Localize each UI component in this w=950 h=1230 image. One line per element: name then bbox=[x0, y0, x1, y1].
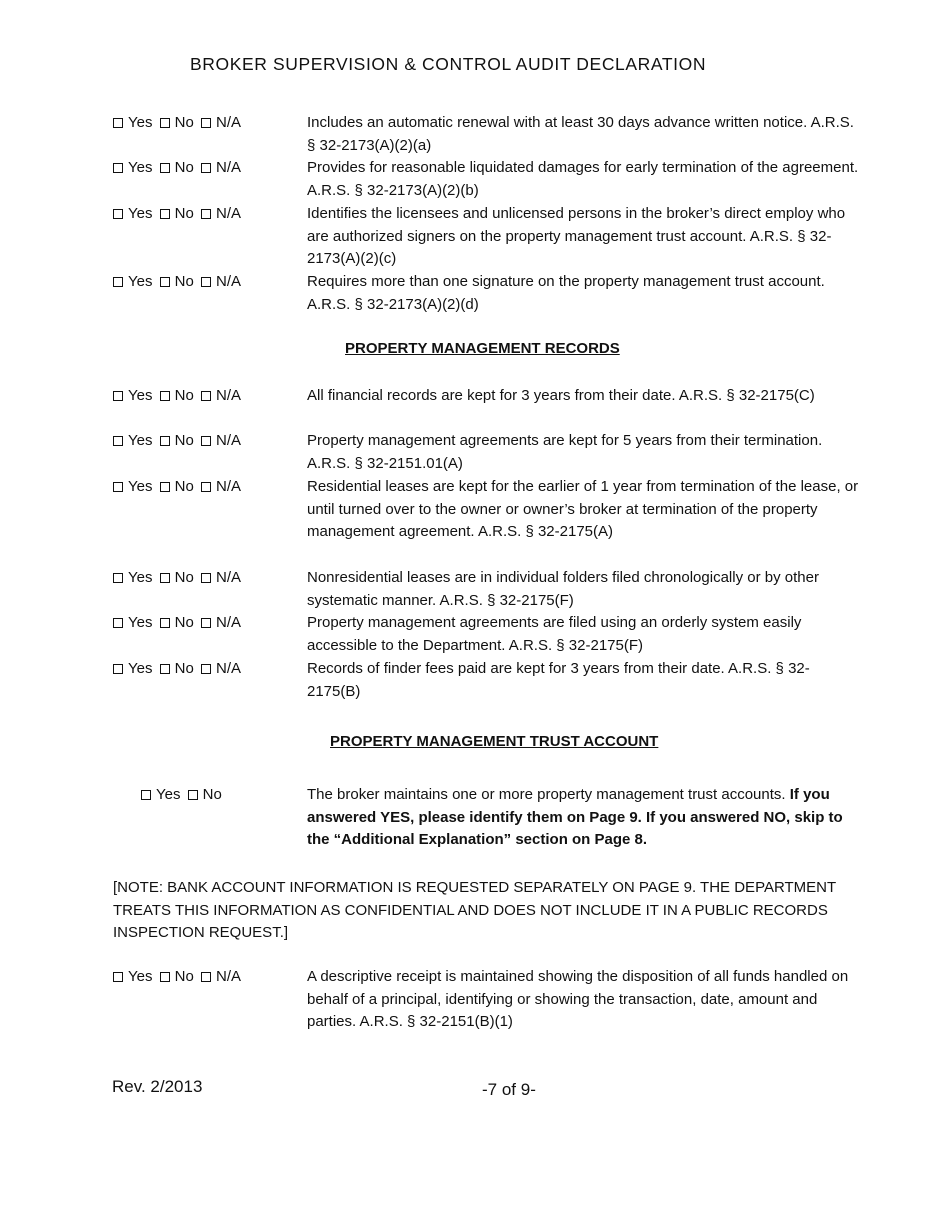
na-label: N/A bbox=[216, 614, 242, 631]
na-option[interactable] bbox=[201, 432, 241, 449]
answer-options bbox=[113, 385, 244, 408]
na-option[interactable] bbox=[201, 968, 241, 985]
question-text: Residential leases are kept for the earlier of 1 year from termination of the lease, or until turned over to the owner or owner’s broker at termination of the property management agreement. A.R.S. § 32-2175(A) bbox=[307, 478, 859, 541]
checkbox-icon[interactable] bbox=[160, 618, 170, 628]
yes-label: Yes bbox=[128, 114, 153, 131]
yes-option[interactable] bbox=[113, 273, 152, 290]
checkbox-icon[interactable] bbox=[113, 972, 123, 982]
no-option[interactable] bbox=[160, 968, 194, 985]
answer-options bbox=[113, 112, 244, 135]
checkbox-icon[interactable] bbox=[160, 482, 170, 492]
yes-option[interactable] bbox=[113, 569, 152, 586]
answer-options bbox=[113, 271, 244, 294]
na-option[interactable] bbox=[201, 569, 241, 586]
checkbox-icon[interactable] bbox=[160, 573, 170, 583]
yes-label: Yes bbox=[128, 273, 153, 290]
no-label: No bbox=[174, 569, 194, 586]
checkbox-icon[interactable] bbox=[160, 209, 170, 219]
checkbox-icon[interactable] bbox=[113, 618, 123, 628]
checkbox-icon[interactable] bbox=[201, 482, 211, 492]
na-option[interactable] bbox=[201, 387, 241, 404]
trust-account-question: The broker maintains one or more property management trust accounts. bbox=[307, 786, 786, 803]
answer-options bbox=[141, 784, 225, 807]
checkbox-icon[interactable] bbox=[201, 209, 211, 219]
no-label: No bbox=[174, 968, 194, 985]
yes-label: Yes bbox=[128, 569, 153, 586]
no-label: No bbox=[174, 387, 194, 404]
checkbox-icon[interactable] bbox=[188, 790, 198, 800]
checkbox-icon[interactable] bbox=[160, 163, 170, 173]
no-label: No bbox=[174, 159, 194, 176]
checkbox-icon[interactable] bbox=[113, 277, 123, 287]
no-label: No bbox=[174, 478, 194, 495]
answer-options bbox=[113, 430, 244, 453]
no-option[interactable] bbox=[160, 614, 194, 631]
question-text: Includes an automatic renewal with at least 30 days advance written notice. A.R.S. § 32-2173(A)(2)(a) bbox=[307, 114, 854, 154]
question-text: Provides for reasonable liquidated damages for early termination of the agreement. A.R.S. § 32-2173(A)(2)(b) bbox=[307, 159, 859, 199]
checkbox-icon[interactable] bbox=[201, 118, 211, 128]
revision-label: Rev. 2/2013 bbox=[112, 1077, 203, 1096]
na-label: N/A bbox=[216, 478, 242, 495]
na-label: N/A bbox=[216, 273, 242, 290]
yes-label: Yes bbox=[156, 786, 181, 803]
checkbox-icon[interactable] bbox=[201, 972, 211, 982]
question-text: A descriptive receipt is maintained showing the disposition of all funds handled on behalf of a principal, identifying or showing the transaction, date, amount and parties. A.R.S. § 32-2151(B)(1) bbox=[307, 968, 849, 1031]
yes-label: Yes bbox=[128, 660, 153, 677]
checkbox-icon[interactable] bbox=[141, 790, 151, 800]
no-option[interactable] bbox=[160, 478, 194, 495]
na-option[interactable] bbox=[201, 614, 241, 631]
checkbox-icon[interactable] bbox=[201, 391, 211, 401]
checkbox-icon[interactable] bbox=[160, 277, 170, 287]
yes-option[interactable] bbox=[113, 387, 152, 404]
na-option[interactable] bbox=[201, 660, 241, 677]
page-number: -7 of 9- bbox=[482, 1080, 536, 1099]
question-text: Requires more than one signature on the property management trust account. A.R.S. § 32-2173(A)(2)(d) bbox=[307, 273, 825, 313]
answer-options bbox=[113, 157, 244, 180]
checkbox-icon[interactable] bbox=[160, 972, 170, 982]
checkbox-icon[interactable] bbox=[160, 664, 170, 674]
answer-options bbox=[113, 658, 244, 681]
na-option[interactable] bbox=[201, 114, 241, 131]
checkbox-icon[interactable] bbox=[201, 664, 211, 674]
na-option[interactable] bbox=[201, 205, 241, 222]
yes-label: Yes bbox=[128, 205, 153, 222]
yes-label: Yes bbox=[128, 387, 153, 404]
no-label: No bbox=[174, 432, 194, 449]
section-heading-trust-account: PROPERTY MANAGEMENT TRUST ACCOUNT bbox=[330, 733, 659, 750]
checkbox-icon[interactable] bbox=[201, 618, 211, 628]
yes-option[interactable] bbox=[141, 786, 180, 803]
yes-label: Yes bbox=[128, 432, 153, 449]
question-text: Identifies the licensees and unlicensed persons in the broker’s direct employ who are authorized signers on the property management trust account. A.R.S. § 32-2173(A)(2)(c) bbox=[307, 205, 846, 268]
yes-option[interactable] bbox=[113, 614, 152, 631]
checkbox-icon[interactable] bbox=[113, 391, 123, 401]
yes-option[interactable] bbox=[113, 432, 152, 449]
trust-account-instruction: If you answered YES, please identify them on Page 9. If you answered NO, skip to the “Additional Explanation” section on Page 8. bbox=[307, 786, 843, 849]
yes-label: Yes bbox=[128, 968, 153, 985]
na-option[interactable] bbox=[201, 478, 241, 495]
checkbox-icon[interactable] bbox=[201, 436, 211, 446]
page-title: BROKER SUPERVISION & CONTROL AUDIT DECLARATION bbox=[190, 54, 707, 74]
yes-option[interactable] bbox=[113, 968, 152, 985]
no-option[interactable] bbox=[160, 387, 194, 404]
checkbox-icon[interactable] bbox=[113, 482, 123, 492]
no-label: No bbox=[174, 614, 194, 631]
no-option[interactable] bbox=[188, 786, 222, 803]
checkbox-icon[interactable] bbox=[160, 118, 170, 128]
checkbox-icon[interactable] bbox=[113, 573, 123, 583]
na-label: N/A bbox=[216, 660, 242, 677]
na-label: N/A bbox=[216, 387, 242, 404]
checkbox-icon[interactable] bbox=[113, 209, 123, 219]
na-label: N/A bbox=[216, 205, 242, 222]
yes-label: Yes bbox=[128, 614, 153, 631]
no-option[interactable] bbox=[160, 569, 194, 586]
question-text: Records of finder fees paid are kept for 3 years from their date. A.R.S. § 32-2175(B) bbox=[307, 660, 810, 700]
answer-options bbox=[113, 567, 244, 590]
checkbox-icon[interactable] bbox=[113, 163, 123, 173]
no-label: No bbox=[202, 786, 222, 803]
na-label: N/A bbox=[216, 114, 242, 131]
yes-option[interactable] bbox=[113, 205, 152, 222]
checkbox-icon[interactable] bbox=[201, 277, 211, 287]
no-label: No bbox=[174, 273, 194, 290]
answer-options bbox=[113, 476, 244, 499]
answer-options bbox=[113, 612, 244, 635]
na-option[interactable] bbox=[201, 273, 241, 290]
confidentiality-note: [NOTE: BANK ACCOUNT INFORMATION IS REQUESTED SEPARATELY ON PAGE 9. THE DEPARTMENT TREATS THIS INFORMATION AS CONFIDENTIAL AND DOES NOT INCLUDE IT IN A PUBLIC RECORDS INSPECTION REQUEST.] bbox=[113, 879, 836, 942]
no-option[interactable] bbox=[160, 432, 194, 449]
checkbox-icon[interactable] bbox=[160, 391, 170, 401]
question-text: All financial records are kept for 3 years from their date. A.R.S. § 32-2175(C) bbox=[307, 387, 815, 404]
no-label: No bbox=[174, 114, 194, 131]
no-option[interactable] bbox=[160, 114, 194, 131]
question-text bbox=[307, 784, 860, 852]
question-text: Nonresidential leases are in individual folders filed chronologically or by other systematic manner. A.R.S. § 32-2175(F) bbox=[307, 569, 819, 609]
no-option[interactable] bbox=[160, 205, 194, 222]
checkbox-icon[interactable] bbox=[113, 118, 123, 128]
na-label: N/A bbox=[216, 432, 242, 449]
na-label: N/A bbox=[216, 159, 242, 176]
checkbox-icon[interactable] bbox=[160, 436, 170, 446]
yes-label: Yes bbox=[128, 478, 153, 495]
yes-option[interactable] bbox=[113, 478, 152, 495]
no-label: No bbox=[174, 205, 194, 222]
na-label: N/A bbox=[216, 968, 242, 985]
question-text: Property management agreements are kept for 5 years from their termination. A.R.S. § 32-2151.01(A) bbox=[307, 432, 823, 472]
section-heading-records: PROPERTY MANAGEMENT RECORDS bbox=[345, 340, 620, 357]
na-option[interactable] bbox=[201, 159, 241, 176]
no-option[interactable] bbox=[160, 273, 194, 290]
checkbox-icon[interactable] bbox=[113, 436, 123, 446]
checkbox-icon[interactable] bbox=[201, 573, 211, 583]
yes-label: Yes bbox=[128, 159, 153, 176]
checkbox-icon[interactable] bbox=[201, 163, 211, 173]
answer-options bbox=[113, 203, 244, 226]
no-label: No bbox=[174, 660, 194, 677]
na-label: N/A bbox=[216, 569, 242, 586]
no-option[interactable] bbox=[160, 159, 194, 176]
question-text: Property management agreements are filed using an orderly system easily accessible to the Department. A.R.S. § 32-2175(F) bbox=[307, 614, 802, 654]
checkbox-icon[interactable] bbox=[113, 664, 123, 674]
yes-option[interactable] bbox=[113, 660, 152, 677]
yes-option[interactable] bbox=[113, 159, 152, 176]
no-option[interactable] bbox=[160, 660, 194, 677]
yes-option[interactable] bbox=[113, 114, 152, 131]
answer-options bbox=[113, 966, 244, 989]
